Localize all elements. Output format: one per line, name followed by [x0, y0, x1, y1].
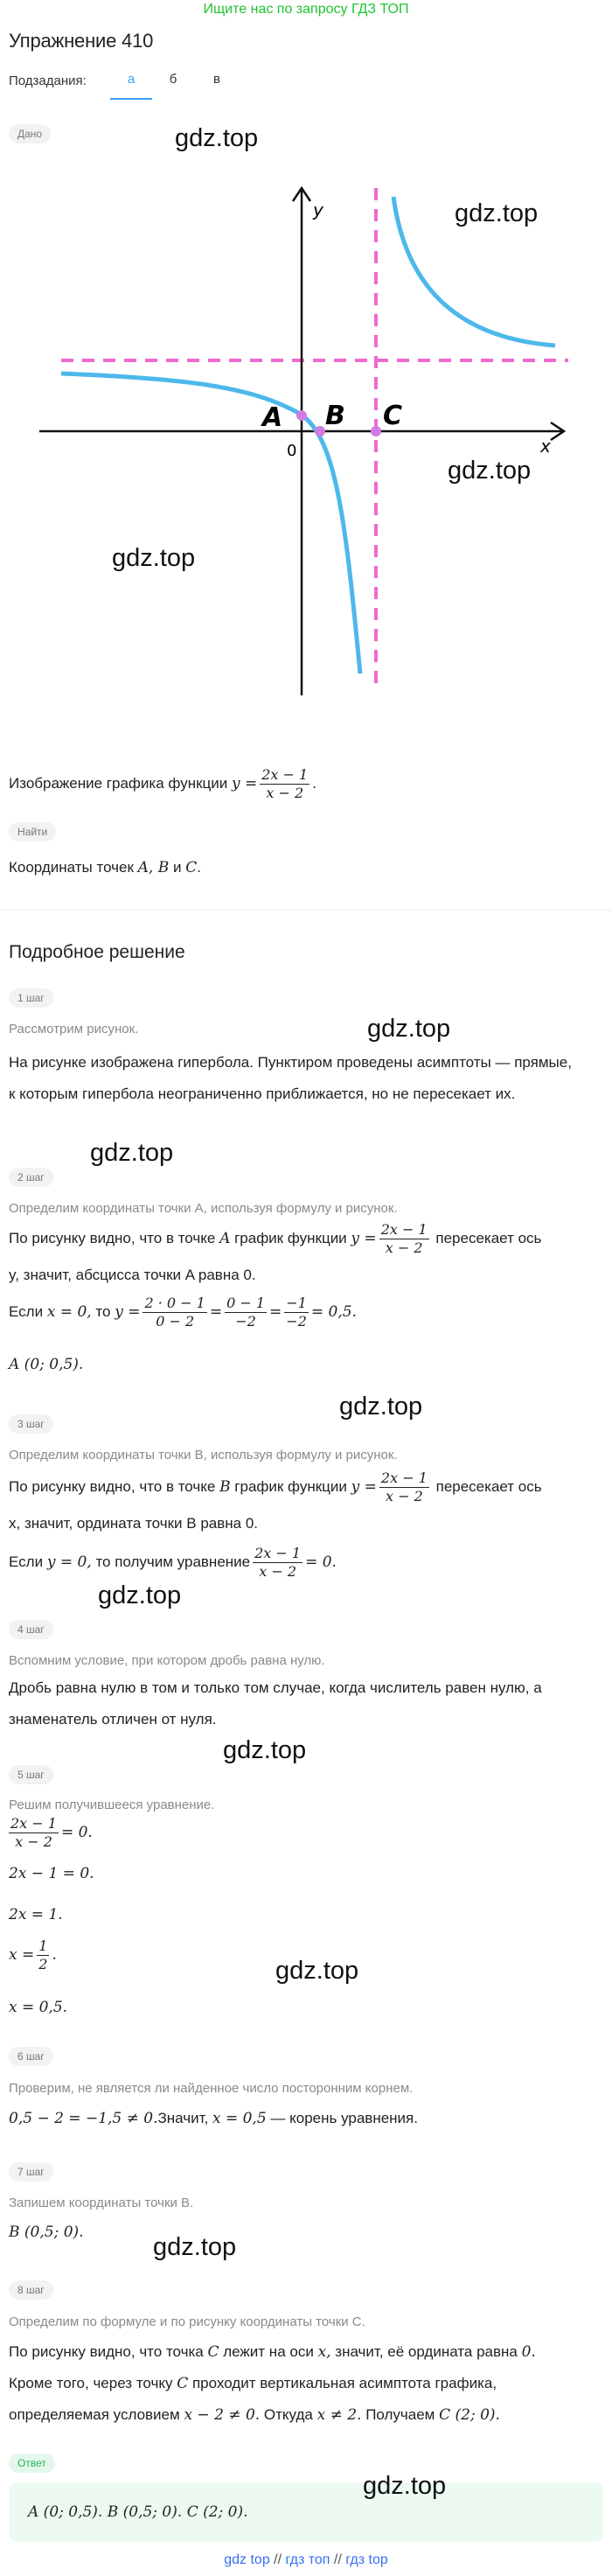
- watermark: gdz.top: [363, 2472, 447, 2500]
- given-text: Изображение графика функции y = $\frac{2x - 1}{x - 2}$ .: [9, 766, 316, 801]
- step-equation: x = 0,5.: [9, 1999, 68, 2016]
- point-b-marker: [315, 426, 325, 436]
- step-pill: 6 шаг: [9, 2047, 53, 2066]
- step-hint: Определим координаты точки A, используя формулу и рисунок.: [9, 1201, 398, 1216]
- watermark: gdz.top: [367, 1015, 451, 1043]
- step-hint: Решим получившееся уравнение.: [9, 1798, 215, 1812]
- watermark: gdz.top: [275, 1957, 359, 1985]
- step-text: На рисунке изображена гипербола. Пунктиром проведены асимптоты — прямые, к которым гипербола неограниченно приближается, но не пересекает их.: [9, 1054, 572, 1102]
- step-hint: Определим по формуле и по рисунку координаты точки C.: [9, 2314, 365, 2329]
- tab-a[interactable]: а: [127, 72, 136, 87]
- footer-links: gdz top // гдз топ // гдз top: [224, 2552, 388, 2567]
- watermark: gdz.top: [448, 457, 532, 485]
- step-equation: Если x = 0, то y = $\frac{2 \cdot 0 - 1}{0 - 2}$ = $\frac{0 - 1}{-2}$ = $\frac{-1}{-2}$ = 0,5.: [9, 1295, 357, 1330]
- y-axis-label: y: [313, 199, 323, 220]
- page-title: Упражнение 410: [9, 30, 154, 52]
- footer-link[interactable]: gdz top: [224, 2552, 270, 2567]
- top-banner[interactable]: Ищите нас по запросу ГДЗ ТОП: [203, 2, 409, 17]
- step-result: B (0,5; 0).: [9, 2223, 84, 2241]
- step-pill: 4 шаг: [9, 1620, 53, 1639]
- find-pill: Найти: [9, 822, 56, 841]
- step-line: y, значит, абсцисса точки A равна 0.: [9, 1267, 256, 1283]
- given-pill: Дано: [9, 124, 51, 143]
- watermark: gdz.top: [90, 1139, 174, 1167]
- step-equation: 2x − 1 = 0.: [9, 1865, 94, 1882]
- point-b-label: B: [325, 401, 345, 431]
- step-equation: x = $\frac{1}{2}$ .: [9, 1937, 57, 1972]
- watermark: gdz.top: [112, 544, 196, 572]
- find-text: Координаты точек A, B и C.: [9, 859, 201, 876]
- answer-text: A (0; 0,5). B (0,5; 0). C (2; 0).: [28, 2503, 248, 2521]
- point-c-label: C: [383, 401, 403, 431]
- watermark: gdz.top: [455, 199, 539, 227]
- tab-b[interactable]: б: [169, 72, 177, 87]
- hyperbola-graph: [35, 179, 577, 704]
- step-equation: 0,5 − 2 = −1,5 ≠ 0.Значит, x = 0,5 — корень уравнения.: [9, 2110, 418, 2127]
- step-line: определяемая условием x − 2 ≠ 0. Откуда x ≠ 2. Получаем C (2; 0).: [9, 2406, 500, 2424]
- solution-title: Подробное решение: [9, 942, 185, 962]
- point-c-marker: [371, 426, 381, 436]
- footer-link[interactable]: гдз топ: [285, 2552, 330, 2567]
- tab-v[interactable]: в: [213, 72, 220, 87]
- answer-pill: Ответ: [9, 2454, 55, 2473]
- footer-link[interactable]: гдз top: [345, 2552, 388, 2567]
- watermark: gdz.top: [339, 1393, 423, 1421]
- step-pill: 1 шаг: [9, 988, 53, 1008]
- point-a-label: A: [262, 402, 283, 433]
- step-line: По рисунку видно, что в точке A график функции y = $\frac{2x - 1}{x - 2}$ пересекает ось: [9, 1221, 542, 1256]
- step-equation: Если y = 0, то получим уравнение $\frac{2x - 1}{x - 2}$ = 0.: [9, 1545, 337, 1580]
- step-hint: Проверим, не является ли найденное число посторонним корнем.: [9, 2081, 414, 2096]
- step-equation: 2x = 1.: [9, 1906, 63, 1923]
- step-line: По рисунку видно, что точка C лежит на оси x, значит, её ордината равна 0.: [9, 2343, 536, 2361]
- x-axis-label: x: [540, 436, 551, 457]
- step-pill: 8 шаг: [9, 2280, 53, 2300]
- point-a-marker: [296, 410, 307, 421]
- subtasks-label: Подзадания:: [9, 73, 87, 88]
- origin-label: 0: [287, 442, 297, 460]
- step-line: x, значит, ордината точки B равна 0.: [9, 1515, 259, 1532]
- step-pill: 7 шаг: [9, 2162, 53, 2182]
- watermark: gdz.top: [223, 1736, 307, 1764]
- step-line: Кроме того, через точку C проходит вертикальная асимптота графика,: [9, 2375, 497, 2392]
- step-pill: 5 шаг: [9, 1765, 53, 1784]
- step-hint: Рассмотрим рисунок.: [9, 1022, 139, 1037]
- step-hint: Вспомним условие, при котором дробь равна нулю.: [9, 1653, 325, 1668]
- step-hint: Определим координаты точки B, используя формулу и рисунок.: [9, 1448, 398, 1463]
- step-hint: Запишем координаты точки B.: [9, 2196, 194, 2210]
- step-text: Дробь равна нулю в том и только том случае, когда числитель равен нулю, а знаменатель отличен от нуля.: [9, 1679, 542, 1728]
- step-pill: 2 шаг: [9, 1168, 53, 1187]
- step-equation: $\frac{2x - 1}{x - 2}$ = 0.: [10, 1815, 93, 1850]
- watermark: gdz.top: [153, 2233, 237, 2261]
- watermark: gdz.top: [175, 124, 259, 152]
- watermark: gdz.top: [98, 1581, 182, 1609]
- step-pill: 3 шаг: [9, 1414, 53, 1434]
- step-line: По рисунку видно, что в точке B график функции y = $\frac{2x - 1}{x - 2}$ пересекает ось: [9, 1470, 542, 1504]
- hyperbola-left-branch: [61, 373, 360, 674]
- divider: [0, 910, 612, 911]
- active-tab-indicator: [110, 98, 152, 100]
- step-result: A (0; 0,5).: [9, 1356, 84, 1373]
